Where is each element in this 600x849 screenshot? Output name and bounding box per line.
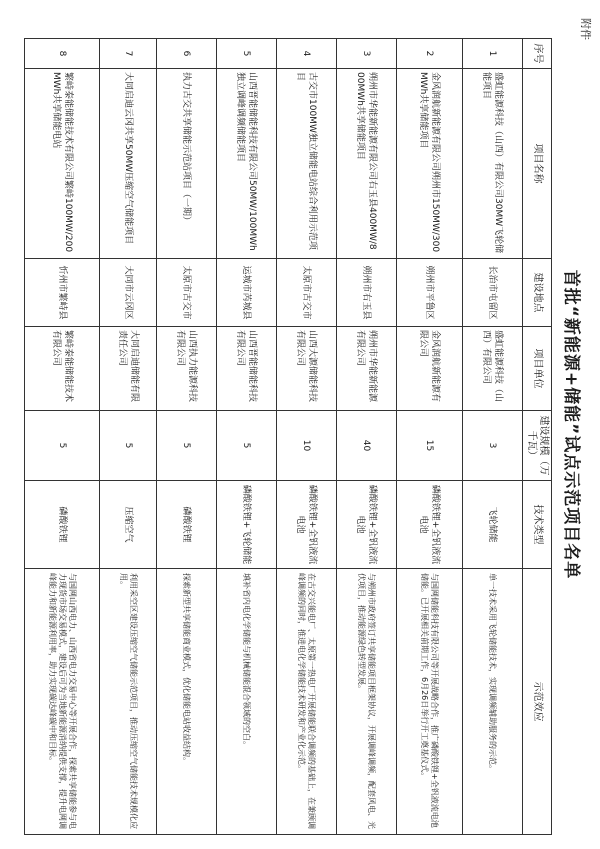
row-no: 7 [100,39,157,69]
row-no: 2 [397,39,463,69]
row-scale: 5 [25,411,100,481]
table-header-row [523,39,552,835]
row-project-name: 古交市100MW独立储能电站综合利用示范项目 [277,69,337,259]
header-location: 建设地点 [523,259,552,327]
row-no: 3 [337,39,397,69]
row-no: 5 [217,39,277,69]
header-tech-type: 技术类型 [523,481,552,569]
table-row [217,39,277,835]
row-effect: 探索新型共享储能商业模式，优化储能电站收益结构。 [157,569,217,835]
project-table [24,38,552,835]
header-effect: 示范效应 [523,569,552,835]
table-row [157,39,217,835]
row-project-name: 大同启迪云冈共享50MW压缩空气储能项目 [100,69,157,259]
header-scale: 建设规模（万千瓦） [523,411,552,481]
row-effect: 在古交兴能电厂、太原第一热电厂开展储能联合调频的基础上，在兼顾调峰调频的同时，推进电化学储能技术研发和产业化示范。 [277,569,337,835]
row-effect: 单一技术采用飞轮储能技术，实现调频辅助服务的示范。 [463,569,523,835]
row-location: 朔州市平鲁区 [397,259,463,327]
header-no: 序号 [523,39,552,69]
row-owner: 山西大源储能科技有限公司 [277,327,337,411]
row-project-name: 执力古交共享储能示范站项目（一期） [157,69,217,259]
row-tech-type: 磷酸铁锂+飞轮储能 [217,481,277,569]
row-scale: 5 [217,411,277,481]
row-owner: 盛虹能源科技（山西）有限公司 [463,327,523,411]
row-tech-type: 磷酸铁锂 [25,481,100,569]
row-no: 1 [463,39,523,69]
row-tech-type: 磷酸铁锂 [157,481,217,569]
row-location: 大同市云冈区 [100,259,157,327]
row-no: 4 [277,39,337,69]
row-project-name: 盛虹能源科技（山西）有限公司30MW飞轮储能项目 [463,69,523,259]
row-effect: 与国网储能科技有限公司等开展战略合作，推广磷酸铁锂+全钒液流电池储能。已开展相关前期工作，6月26日举行开工奠基仪式。 [397,569,463,835]
row-location: 运城市芮城县 [217,259,277,327]
row-scale: 3 [463,411,523,481]
row-tech-type: 压缩空气 [100,481,157,569]
document-title: 首批“新能源+储能”试点示范项目名单 [561,269,581,580]
row-location: 长治市屯留区 [463,259,523,327]
row-scale: 40 [337,411,397,481]
row-location: 太原市古交市 [277,259,337,327]
row-owner: 大同启迪储能有限责任公司 [100,327,157,411]
row-tech-type: 飞轮储能 [463,481,523,569]
table-row [277,39,337,835]
row-owner: 山西晋能储能科技有限公司 [217,327,277,411]
table-row [25,39,100,835]
table-row [397,39,463,835]
row-effect: 填补省内电化学储能与机械储能混合领域的空白。 [217,569,277,835]
row-tech-type: 磷酸铁锂+全钒液流电池 [277,481,337,569]
row-scale: 5 [100,411,157,481]
attachment-label: 附件 [579,18,592,40]
row-project-name: 繁峙泰能储能技术有限公司繁峙100MW/200MWh共享储能电站 [25,69,100,259]
row-effect: 利用采空区建设压缩空气储能示范项目，推动压缩空气储能技术规模化应用。 [100,569,157,835]
row-scale: 15 [397,411,463,481]
row-no: 6 [157,39,217,69]
table-row [337,39,397,835]
row-scale: 10 [277,411,337,481]
row-owner: 金风润航新能源有限公司 [397,327,463,411]
table-row [100,39,157,835]
row-no: 8 [25,39,100,69]
row-location: 太原市古交市 [157,259,217,327]
row-project-name: 金风润航新能源有限公司朔州市150MW/300MWh共享储能项目 [397,69,463,259]
row-tech-type: 磷酸铁锂+全钒液流电池 [397,481,463,569]
row-effect: 与朔州市政府签订共享储能项目框架协议，开展调峰调频，配套风电、光伏项目，推动能源绿色转型发展。 [337,569,397,835]
header-project-name: 项目名称 [523,69,552,259]
row-tech-type: 磷酸铁锂+全钒液流电池 [337,481,397,569]
row-owner: 繁峙泰能储能技术有限公司 [25,327,100,411]
row-effect: 与国网山西电力、山西省电力交易中心等开展合作，探索共享储能参与电力现货市场交易模式，建设后可为当地新能源消纳提供支撑，提升电网调峰能力和新能源利用率，助力实现碳达峰碳中和目标。 [25,569,100,835]
header-owner: 项目单位 [523,327,552,411]
table-row [463,39,523,835]
row-project-name: 山西晋能储能科技有限公司50MW/100MWh独立调峰调频储能项目 [217,69,277,259]
row-location: 朔州市右玉县 [337,259,397,327]
row-owner: 山西执力能源科技有限公司 [157,327,217,411]
row-owner: 朔州市华能新能源有限公司 [337,327,397,411]
row-scale: 5 [157,411,217,481]
row-project-name: 朔州市华能新能源有限公司右玉县400MW/800MWh共享储能项目 [337,69,397,259]
row-location: 忻州市繁峙县 [25,259,100,327]
